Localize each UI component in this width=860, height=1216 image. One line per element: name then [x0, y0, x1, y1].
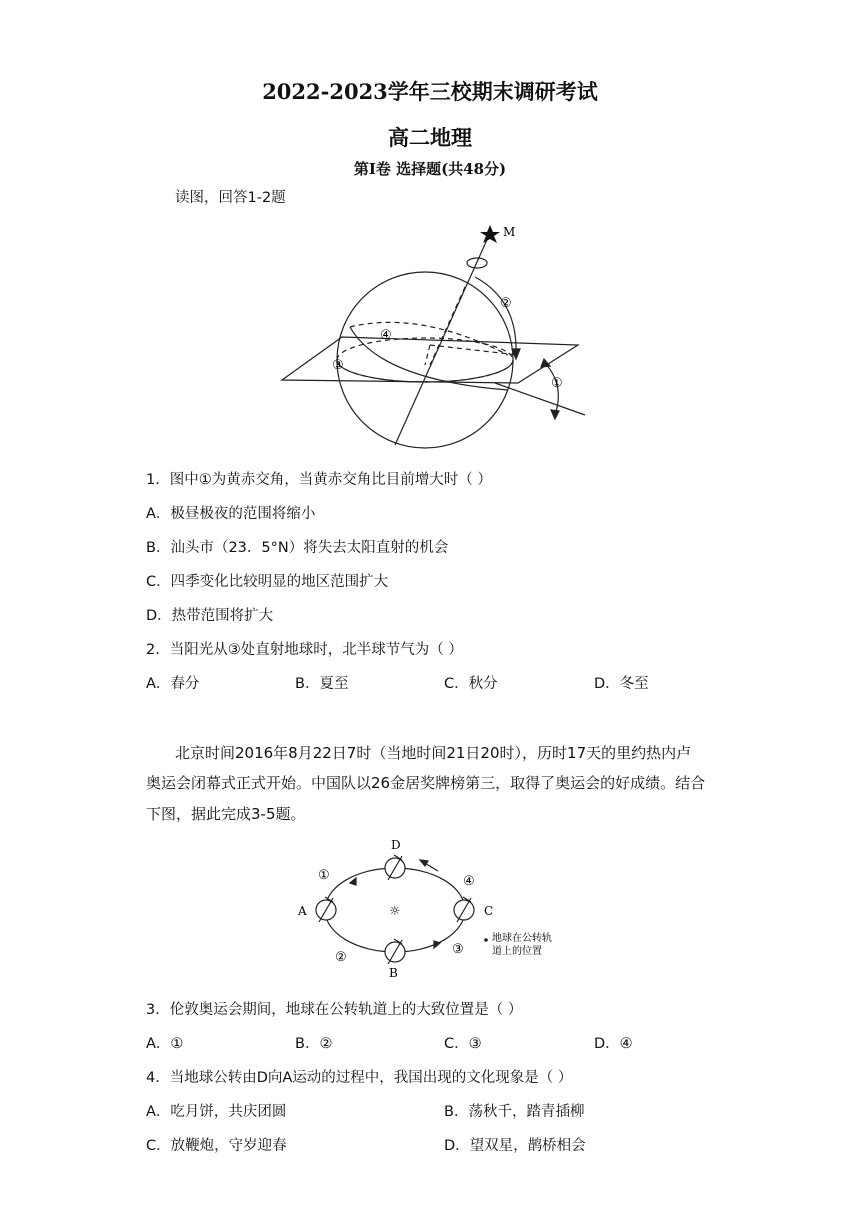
orbit-figure [290, 835, 570, 985]
point-d: D [391, 838, 401, 852]
arc-2 [475, 277, 516, 355]
sphere-outline [337, 272, 513, 448]
star-label: M [503, 225, 516, 239]
ecliptic-axis [495, 383, 585, 415]
q4-option-d: D．望双星，鹊桥相会 [444, 1138, 586, 1154]
q3-stem: 3．伦敦奥运会期间，地球在公转轨道上的大致位置是（ ） [146, 1002, 523, 1018]
subject-title: 高二地理 [388, 125, 472, 150]
q3-option-c: C．③ [444, 1036, 482, 1052]
q1-stem: 1．图中①为黄赤交角，当黄赤交角比目前增大时（ ） [146, 472, 492, 488]
q4-option-c: C．放鞭炮，守岁迎春 [146, 1138, 287, 1154]
point-a: A [298, 904, 307, 918]
q4-option-b: B．荡秋千，踏青插柳 [444, 1104, 585, 1120]
legend-dot [484, 938, 488, 942]
star-icon [480, 225, 500, 243]
segment-1: ① [318, 868, 330, 883]
celestial-sphere-figure [270, 215, 600, 450]
section-title: 第Ⅰ卷 选择题(共48分) [353, 160, 507, 178]
point-c: C [484, 904, 494, 918]
point-b: B [389, 966, 398, 980]
sun-icon: ☼ [389, 904, 401, 919]
legend-line-2: 道上的位置 [492, 946, 542, 957]
q2-option-d: D．冬至 [594, 676, 649, 692]
segment-3: ③ [452, 942, 464, 957]
q3-option-a: A．① [146, 1036, 184, 1052]
q3-option-d: D．④ [594, 1036, 633, 1052]
passage-line-1: 北京时间2016年8月22日7时（当地时间21日20时），历时17天的里约热内卢 [175, 744, 692, 762]
q4-option-a: A．吃月饼，共庆团圆 [146, 1104, 287, 1120]
q2-option-b: B．夏至 [295, 676, 349, 692]
ecliptic-plane [282, 337, 578, 383]
legend-line-1: 地球在公转轨 [492, 933, 552, 944]
exam-title: 2022-2023学年三校期末调研考试 [262, 79, 598, 104]
q2-option-c: C．秋分 [444, 676, 498, 692]
q1-option-a: A．极昼极夜的范围将缩小 [146, 506, 316, 522]
marker-2: ② [500, 296, 512, 311]
passage-line-3: 下图，据此完成3-5题。 [146, 805, 306, 823]
q1-option-c: C．四季变化比较明显的地区范围扩大 [146, 574, 389, 590]
marker-1: ① [551, 376, 563, 391]
intro-text: 读图，回答1-2题 [175, 190, 286, 206]
segment-4: ④ [463, 874, 475, 889]
q1-option-d: D．热带范围将扩大 [146, 608, 274, 624]
passage-line-2: 奥运会闭幕式正式开始。中国队以26金居奖牌榜第三，取得了奥运会的好成绩。结合 [146, 774, 706, 792]
marker-4: ④ [380, 328, 392, 343]
segment-2: ② [335, 950, 347, 965]
q1-option-b: B．汕头市（23．5°N）将失去太阳直射的机会 [146, 540, 449, 556]
marker-3: ③ [332, 358, 344, 373]
q2-option-a: A．春分 [146, 676, 200, 692]
q3-option-b: B．② [295, 1036, 333, 1052]
q2-stem: 2．当阳光从③处直射地球时，北半球节气为（ ） [146, 642, 463, 658]
q4-stem: 4．当地球公转由D向A运动的过程中，我国出现的文化现象是（ ） [146, 1070, 573, 1086]
